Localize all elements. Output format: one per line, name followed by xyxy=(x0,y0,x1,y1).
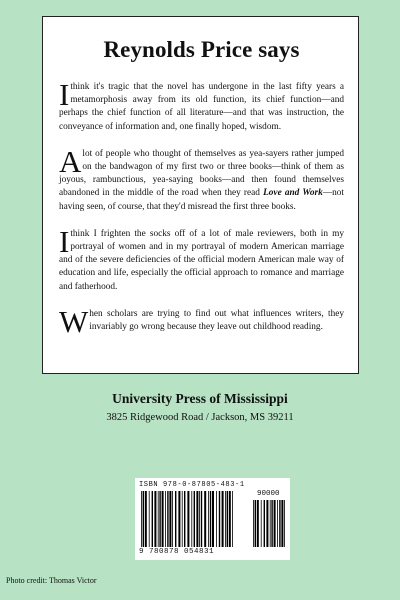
quote-box xyxy=(42,16,359,374)
barcode-bar xyxy=(219,491,220,547)
quote-paragraph-2 xyxy=(59,143,344,214)
price-code: 90000 xyxy=(257,490,280,498)
barcode-bar xyxy=(196,491,198,547)
barcode-bar xyxy=(182,491,183,547)
barcode-bar xyxy=(208,491,209,547)
barcode-bar xyxy=(227,491,228,547)
barcode-bar xyxy=(178,491,180,547)
barcode-bar xyxy=(184,491,185,547)
barcode-bar xyxy=(210,491,211,547)
isbn-label: ISBN 978-0-87805-483-1 xyxy=(139,481,245,489)
barcode-bar xyxy=(204,491,206,547)
barcode-bar xyxy=(145,491,147,547)
quote-box-title: Reynolds Price says xyxy=(103,37,300,62)
barcode-bar xyxy=(277,500,278,547)
barcode-bar xyxy=(165,491,166,547)
drop-cap: I xyxy=(59,223,70,259)
barcode-bar xyxy=(194,491,195,547)
barcode-bar xyxy=(141,491,142,547)
photo-credit: Photo credit: Thomas Victor xyxy=(6,576,97,585)
barcode-bar xyxy=(225,491,226,547)
barcode-bar xyxy=(264,500,265,547)
barcode-bar xyxy=(261,500,262,547)
barcode-bar xyxy=(270,500,271,547)
barcode-bar xyxy=(152,491,153,547)
quote-text: hen scholars are trying to find out what influences writers, they invariably go wrong because they leave out childhood reading. xyxy=(89,308,344,333)
barcode-bar xyxy=(216,491,217,547)
barcode-bar xyxy=(284,500,285,547)
barcode-bar xyxy=(212,491,214,547)
barcode-bar xyxy=(201,491,202,547)
barcode-bar xyxy=(167,491,168,547)
barcode-bar xyxy=(222,491,224,547)
barcode-bar xyxy=(162,491,164,547)
barcode-bar xyxy=(149,491,150,547)
barcode-bar xyxy=(255,500,256,547)
publisher-address: 3825 Ridgewood Road / Jackson, MS 39211 xyxy=(106,412,294,423)
drop-cap: I xyxy=(59,77,70,112)
barcode-bar xyxy=(172,491,173,547)
barcode-bar xyxy=(281,500,283,547)
barcode-bar xyxy=(169,491,171,547)
drop-cap: A xyxy=(59,143,82,179)
quote-text: think I frighten the socks off of a lot of male reviewers, both in my portrayal of women and in my portrayal of modern American marriage and of the severe deficiencies of the official modern American male way of education and life, especially the official approach to romance and marriage and fatherhood. xyxy=(59,228,344,292)
barcode-bar xyxy=(143,491,144,547)
barcode-bar xyxy=(274,500,276,547)
barcode-bar xyxy=(158,491,159,547)
barcode-bar xyxy=(279,500,280,547)
quote-text: lot of people who thought of themselves as yea-sayers rather jumped on the bandwagon of my first two or three books—think of them as joyous, rambunctious, yea-saying books—and then found themselves abandoned in the middle of the road when they read xyxy=(59,148,344,199)
quote-paragraph-3 xyxy=(59,223,344,294)
barcode-bar xyxy=(266,500,268,547)
quote-text: —not having seen, of course, that they'd misread the first three books. xyxy=(59,188,344,212)
barcode-bar xyxy=(175,491,176,547)
book-title: Love and Work xyxy=(263,188,323,199)
isbn-barcode xyxy=(135,478,290,560)
barcode-bar xyxy=(159,491,160,547)
publisher-name: University Press of Mississippi xyxy=(112,391,288,406)
barcode-number: 9 780878 054831 xyxy=(139,548,215,556)
barcode-bar xyxy=(232,491,233,547)
quote-paragraph-1 xyxy=(59,77,344,134)
barcode-bar xyxy=(253,500,254,547)
barcode-bar xyxy=(187,491,189,547)
barcode-bar xyxy=(271,500,272,547)
barcode-bar xyxy=(257,500,259,547)
drop-cap: W xyxy=(59,303,89,339)
barcode-bar xyxy=(199,491,200,547)
quote-text: think it's tragic that the novel has undergone in the last fifty years a metamorphosis away from its old function, its chief function—and perhaps the chief function of all literature—and that was instruction, the conveyance of information and, one finally hoped, wisdom. xyxy=(59,82,344,132)
barcode-bar xyxy=(154,491,156,547)
quote-paragraph-4 xyxy=(59,303,344,339)
barcode-bar xyxy=(229,491,231,547)
barcode-bar xyxy=(191,491,192,547)
